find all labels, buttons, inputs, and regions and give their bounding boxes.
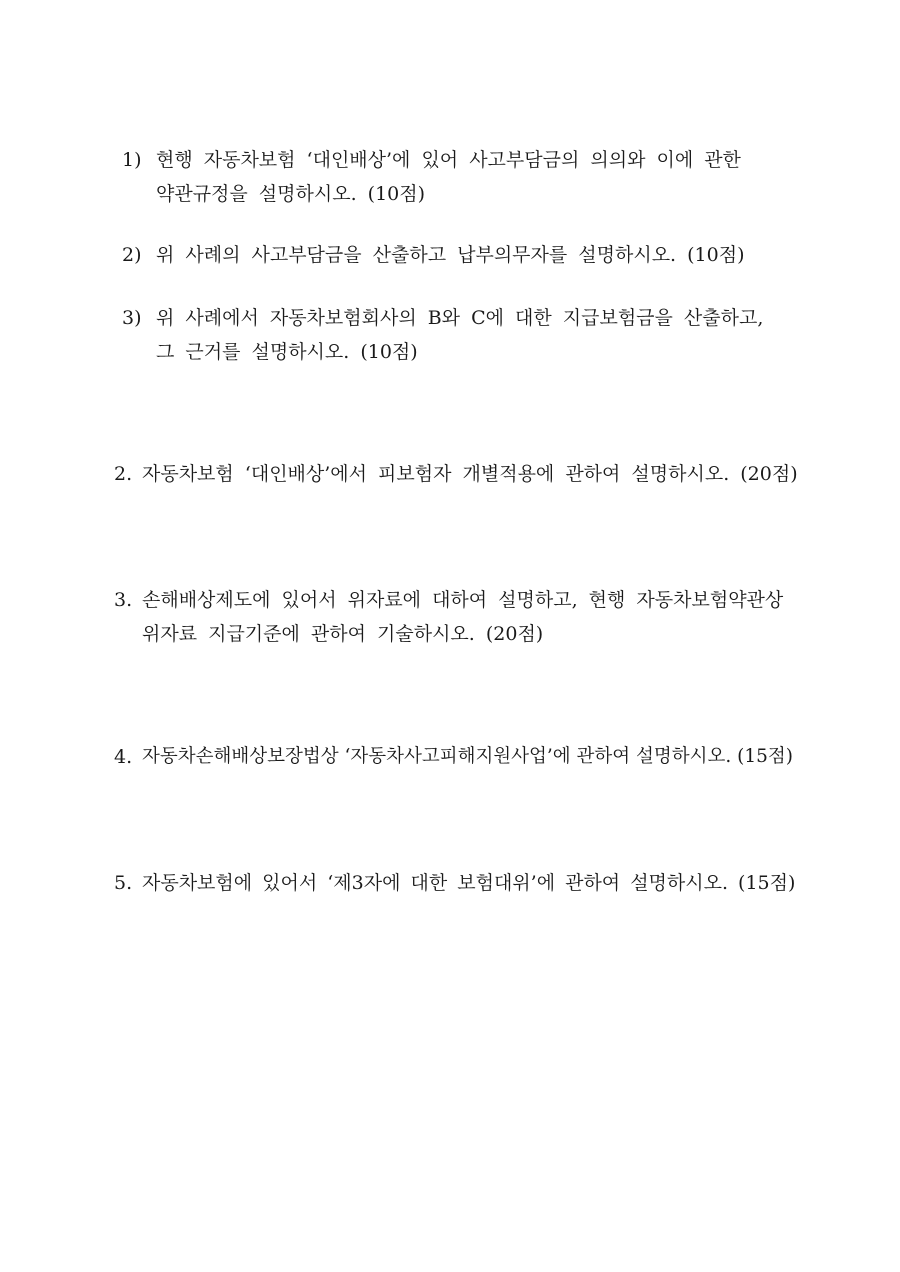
question-text-line: 위자료 지급기준에 관하여 기술하시오. (20점) bbox=[142, 623, 544, 645]
subquestion-text-line: 그 근거를 설명하시오. (10점) bbox=[156, 341, 418, 363]
subquestion-number: 1) bbox=[122, 149, 142, 171]
question-number: 3. bbox=[114, 589, 133, 611]
question-number: 2. bbox=[114, 463, 133, 485]
subquestion-number: 2) bbox=[122, 244, 142, 266]
subquestion-text-line: 현행 자동차보험 ‘대인배상’에 있어 사고부담금의 의의와 이에 관한 bbox=[156, 149, 741, 171]
question-number: 4. bbox=[114, 746, 133, 768]
question-text-line: 손해배상제도에 있어서 위자료에 대하여 설명하고, 현행 자동차보험약관상 bbox=[142, 589, 784, 611]
question-number: 5. bbox=[114, 872, 133, 894]
question-text-line: 자동차보험 ‘대인배상’에서 피보험자 개별적용에 관하여 설명하시오. (20점) bbox=[142, 463, 798, 485]
subquestion-text-line: 약관규정을 설명하시오. (10점) bbox=[156, 183, 426, 205]
subquestion-text-line: 위 사례의 사고부담금을 산출하고 납부의무자를 설명하시오. (10점) bbox=[156, 244, 745, 266]
subquestion-number: 3) bbox=[122, 307, 142, 329]
question-text-line: 자동차손해배상보장법상 ‘자동차사고피해지원사업’에 관하여 설명하시오. (15점) bbox=[142, 746, 794, 767]
subquestion-text-line: 위 사례에서 자동차보험회사의 B와 C에 대한 지급보험금을 산출하고, bbox=[156, 307, 764, 329]
question-text-line: 자동차보험에 있어서 ‘제3자에 대한 보험대위’에 관하여 설명하시오. (15점) bbox=[142, 872, 796, 894]
